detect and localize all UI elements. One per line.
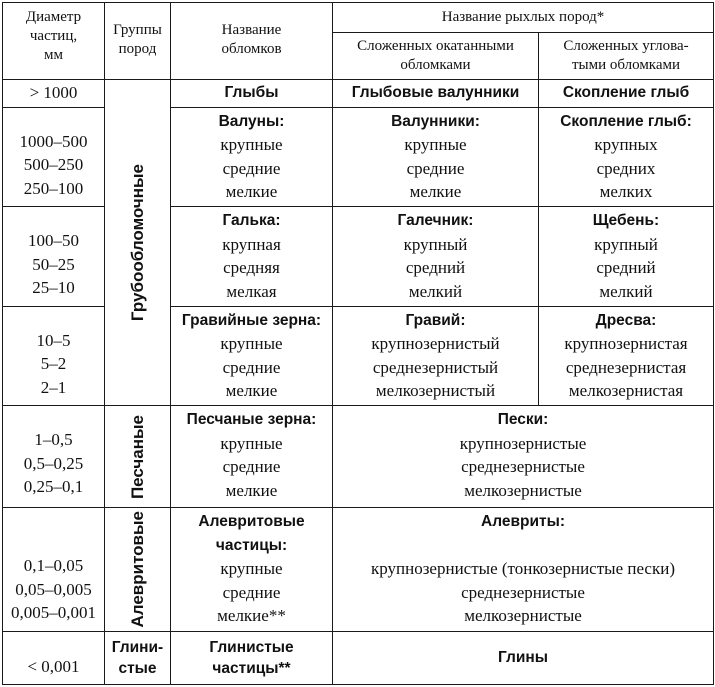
cell-value: мелкий: [408, 281, 463, 301]
group-label: Алевритовые: [127, 511, 147, 628]
diam-value: 5–2: [40, 354, 67, 374]
diam-value: 0,5–0,25: [23, 453, 84, 473]
cell-value: мелкие: [225, 480, 278, 500]
diam-value: 0,05–0,005: [15, 579, 92, 599]
loose-r7: Глины: [333, 632, 714, 685]
cell-title: Пески:: [497, 411, 549, 429]
cell-value: мелкие: [409, 182, 462, 202]
cell-title: Валуны:: [218, 112, 285, 130]
angular-r4: [539, 306, 714, 406]
loose-r6: [333, 508, 714, 632]
header-angular: [539, 33, 714, 80]
diam-value: 0,1–0,05: [23, 556, 84, 576]
angular-r2: [539, 107, 714, 207]
cell-value: мелкие: [225, 182, 278, 202]
header-text: Группы: [113, 22, 162, 38]
cell-value: крупные: [220, 433, 283, 453]
diam-r1: > 1000: [3, 80, 105, 107]
header-rounded: [333, 33, 539, 80]
diam-r3: [3, 207, 105, 307]
header-text: Название: [221, 22, 282, 38]
group-clay: [105, 632, 171, 685]
diam-value: 1000–500: [19, 131, 88, 151]
cell-title: Алевритовые: [198, 513, 305, 531]
frag-r5: [171, 406, 333, 508]
cell-title: Дресва:: [595, 311, 657, 329]
cell-value: крупные: [220, 135, 283, 155]
cell-value: мелкие**: [217, 606, 286, 626]
cell-value: крупных: [594, 135, 658, 155]
frag-r4: [171, 306, 333, 406]
cell-value: мелких: [599, 182, 653, 202]
frag-r6: [171, 508, 333, 632]
angular-r3: [539, 207, 714, 307]
cell-value: крупнозернистый: [371, 334, 500, 354]
cell-value: средние: [406, 158, 465, 178]
cell-value: средних: [596, 158, 656, 178]
cell-value: крупнозернистая: [564, 334, 688, 354]
header-loose-rocks: Название рыхлых пород*: [333, 3, 714, 33]
diam-r6: [3, 508, 105, 632]
diam-value: 1–0,5: [34, 430, 73, 450]
header-text: Диаметр: [25, 9, 82, 25]
cell-title: Гравий:: [405, 311, 466, 329]
cell-value: средние: [222, 158, 281, 178]
group-coarse: [105, 80, 171, 406]
rounded-r3: [333, 207, 539, 307]
loose-r5: [333, 406, 714, 508]
cell-title: Щебень:: [592, 212, 660, 230]
cell-value: крупнозернистые (тонкозернистые пески): [370, 559, 676, 579]
cell-title: Глинистые: [209, 639, 294, 657]
diam-value: 500–250: [23, 155, 84, 175]
diam-value: 10–5: [36, 330, 71, 350]
rounded-r1: Глыбовые валунники: [333, 80, 539, 107]
group-silt: [105, 508, 171, 632]
diam-value: 50–25: [32, 254, 75, 274]
group-label: стые: [118, 660, 157, 678]
cell-title: Алевриты:: [481, 513, 565, 531]
group-sand: [105, 406, 171, 508]
cell-title: частицы:: [215, 536, 288, 554]
cell-value: средние: [222, 457, 281, 477]
header-groups: [105, 3, 171, 80]
rounded-r4: [333, 306, 539, 406]
cell-title: Галечник:: [397, 212, 474, 230]
cell-title: частицы**: [212, 660, 291, 678]
diam-value: 0,005–0,001: [11, 603, 96, 623]
header-text: обломков: [221, 41, 282, 57]
rounded-r2: [333, 107, 539, 207]
header-text: пород: [118, 41, 157, 57]
cell-value: мелкозернистый: [375, 381, 496, 401]
cell-value: мелкозернистые: [464, 606, 582, 626]
cell-value: средние: [222, 357, 281, 377]
header-text: тыми обломками: [571, 57, 681, 74]
cell-value: среднезернистые: [461, 582, 585, 602]
cell-value: средняя: [223, 258, 280, 278]
header-text: Сложенных углова-: [563, 38, 689, 55]
header-diameter: [3, 3, 105, 80]
cell-title: Скопление глыб:: [560, 112, 692, 130]
cell-value: мелкозернистая: [568, 381, 684, 401]
cell-value: крупные: [404, 135, 467, 155]
diam-r2: [3, 107, 105, 207]
cell-value: среднезернистые: [461, 457, 585, 477]
frag-r2: [171, 107, 333, 207]
cell-value: крупные: [220, 334, 283, 354]
cell-value: мелкий: [599, 281, 653, 301]
cell-title: Песчаные зерна:: [186, 411, 317, 429]
cell-value: средние: [222, 582, 281, 602]
cell-value: крупный: [403, 234, 468, 254]
header-text: Сложенных окатанными: [357, 38, 514, 55]
header-text: обломками: [400, 57, 471, 74]
group-label: Грубообломочные: [127, 164, 147, 322]
cell-value: крупнозернистые: [459, 433, 587, 453]
group-label: Глини-: [111, 639, 164, 657]
diam-r7: < 0,001: [3, 632, 105, 685]
header-fragments: [171, 3, 333, 80]
diam-r5: [3, 406, 105, 508]
header-text: частиц,: [29, 28, 78, 44]
diam-r4: [3, 306, 105, 406]
cell-value: среднезернистая: [565, 357, 687, 377]
frag-r1: Глыбы: [171, 80, 333, 107]
diam-value: 100–50: [28, 231, 79, 251]
cell-title: Галька:: [222, 212, 281, 230]
diam-value: 0,25–0,1: [23, 477, 84, 497]
cell-value: мелкие: [225, 381, 278, 401]
frag-r3: [171, 207, 333, 307]
cell-title: Валунники:: [391, 112, 480, 130]
group-label: Песчаные: [127, 414, 147, 499]
rock-classification-table: [2, 2, 714, 685]
header-text: мм: [44, 47, 63, 63]
cell-value: крупный: [594, 234, 658, 254]
cell-value: мелкозернистые: [464, 480, 582, 500]
diam-value: 2–1: [40, 377, 67, 397]
cell-value: средний: [405, 258, 466, 278]
diam-value: 25–10: [32, 278, 75, 298]
frag-r7: [171, 632, 333, 685]
cell-value: среднезернистый: [372, 357, 499, 377]
cell-value: крупные: [220, 559, 283, 579]
cell-value: крупная: [222, 234, 281, 254]
cell-title: Гравийные зерна:: [181, 311, 322, 329]
angular-r1: Скопление глыб: [539, 80, 714, 107]
diam-value: 250–100: [23, 178, 84, 198]
cell-value: средний: [596, 258, 656, 278]
cell-value: мелкая: [226, 281, 277, 301]
